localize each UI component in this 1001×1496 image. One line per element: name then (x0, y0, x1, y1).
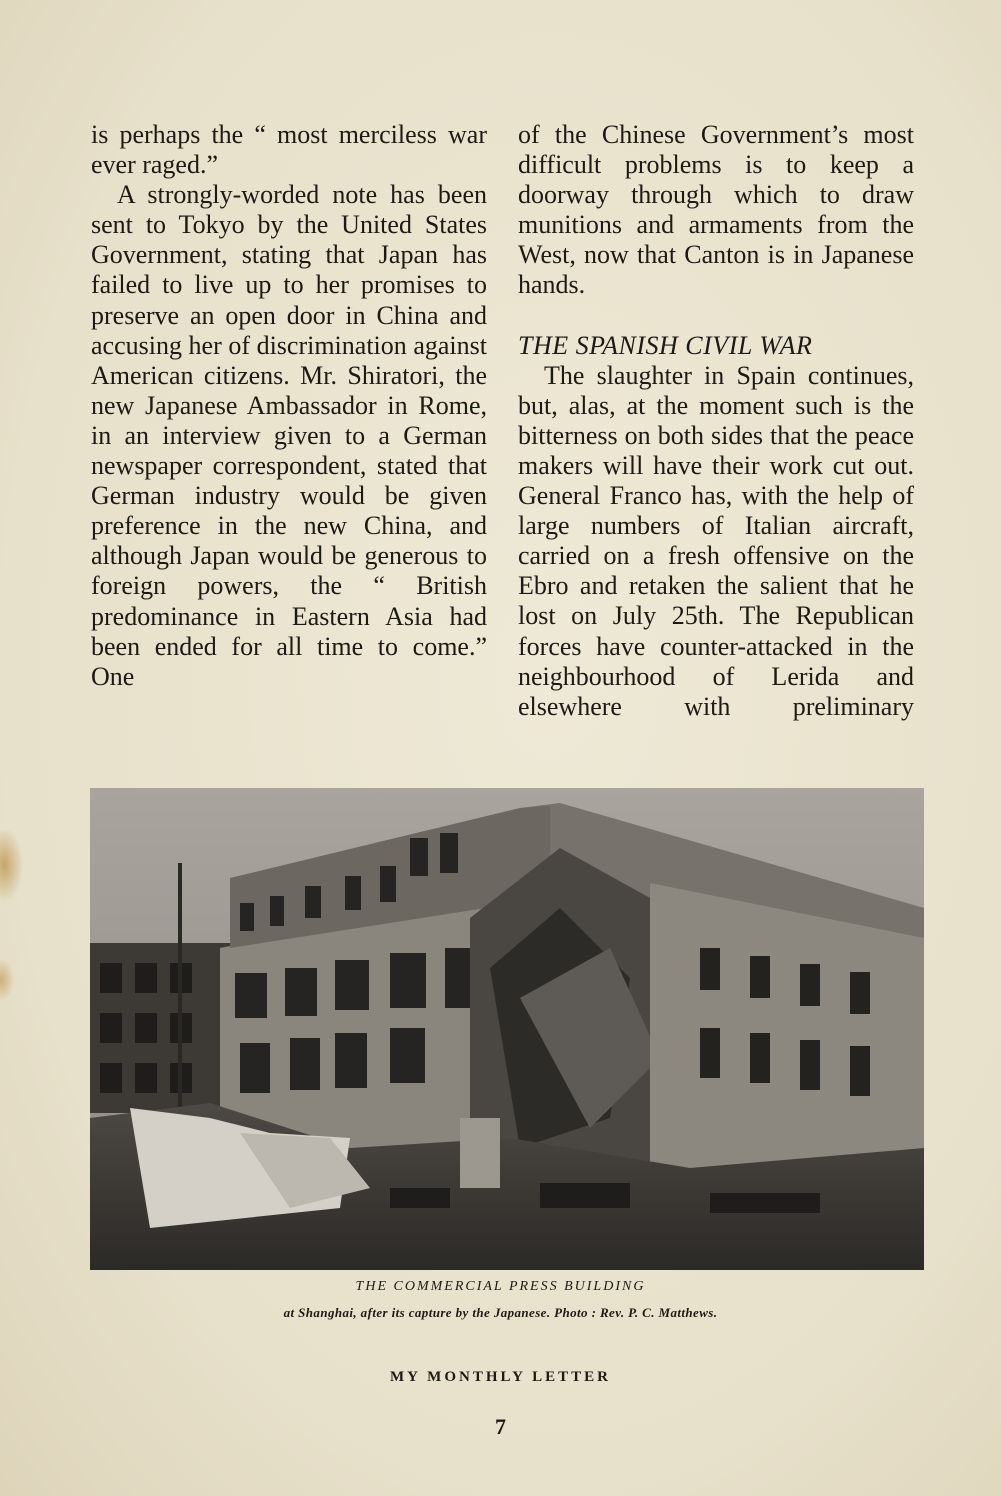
left-paragraph-2: A strongly-worded note has been sent to Tokyo by the United States Government, stating that Japan has failed to live up to her promises to preserve an open door in China and accusing her of discrimination against American citizens. Mr. Shiratori, the new Japanese Ambassador in Rome, in an interview given to a German newspaper correspondent, stated that German industry would be given preference in the new China, and although Japan would be generous to foreign powers, the “ British predominance in Eastern Asia had been ended for all time to come.” One (91, 180, 487, 691)
right-paragraph-1: of the Chinese Government’s most difficult problems is to keep a doorway through which to draw munitions and armaments from the West, now that Canton is in Japanese hands. (518, 120, 914, 300)
photo-caption-credit: at Shanghai, after its capture by the Japanese. Photo : Rev. P. C. Matthews. (283, 1305, 718, 1320)
right-paragraph-2: The slaughter in Spain continues, but, alas, at the moment such is the bitterness on both sides that the peace makers will have their work cut out. General Franco has, with the help of large numbers of Italian aircraft, carried on a fresh offensive on the Ebro and retaken the salient that he lost on July 25th. The Republican forces have counter-attacked in the neighbourhood of Lerida and elsewhere with preliminary (518, 360, 914, 721)
section-heading: THE SPANISH CIVIL WAR (518, 330, 813, 360)
photo-commercial-press-building (90, 788, 924, 1270)
left-column (91, 120, 487, 692)
running-footer: MY MONTHLY LETTER (389, 1369, 612, 1385)
paper-stain (0, 830, 22, 900)
photo-caption-title: THE COMMERCIAL PRESS BUILDING (355, 1279, 646, 1294)
right-column (518, 120, 914, 722)
paper-stain (0, 960, 14, 1000)
left-paragraph-1: is perhaps the “ most merciless war ever raged.” (91, 120, 487, 180)
page-number: 7 (495, 1414, 506, 1439)
